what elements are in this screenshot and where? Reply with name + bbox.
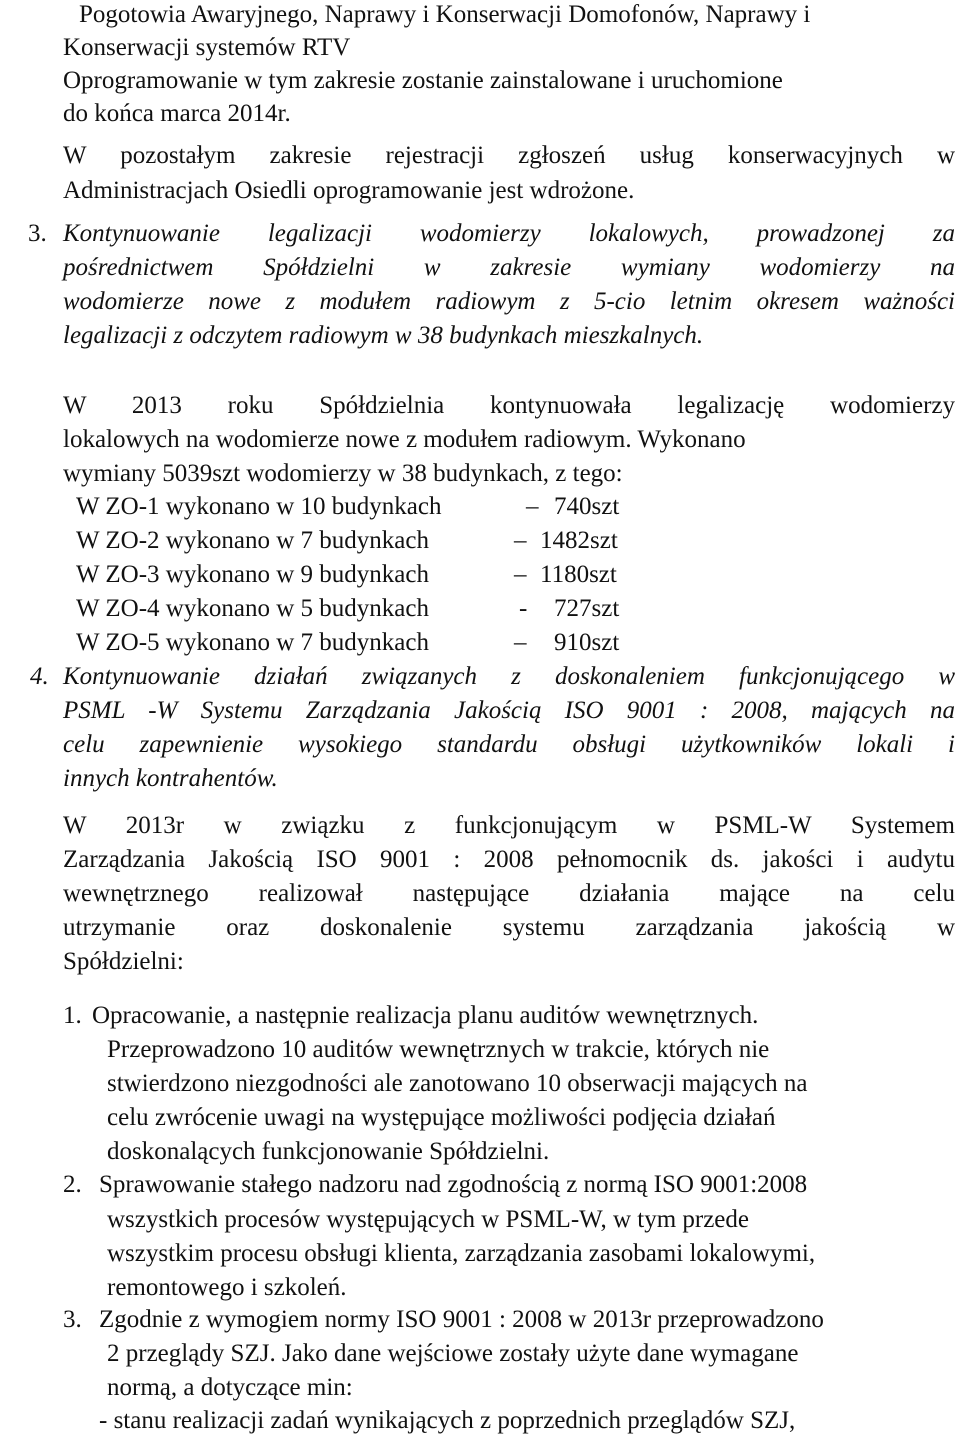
section-3-heading-line-2: pośrednictwem Spółdzielni w zakresie wymiany wodomierzy na bbox=[63, 254, 955, 281]
list-item-number: 2. bbox=[63, 1171, 82, 1198]
intro-line-5: W pozostałym zakresie rejestracji zgłoszeń usług konserwacyjnych w bbox=[63, 142, 955, 169]
zo-row-label: W ZO-1 wykonano w 10 budynkach bbox=[76, 493, 442, 520]
section-4-heading-line-4: innych kontrahentów. bbox=[63, 765, 278, 792]
list-item-line: 2 przeglądy SZJ. Jako dane wejściowe zostały użyte dane wymagane bbox=[107, 1340, 799, 1367]
section-3-body-line-2: lokalowych na wodomierze nowe z modułem radiowym. Wykonano bbox=[63, 426, 746, 453]
intro-line-6: Administracjach Osiedli oprogramowanie jest wdrożone. bbox=[63, 177, 635, 204]
list-item-line: wszystkich procesów występujących w PSML-W, w tym przede bbox=[107, 1206, 750, 1233]
intro-line-4: do końca marca 2014r. bbox=[63, 100, 291, 127]
list-item-line: remontowego i szkoleń. bbox=[107, 1274, 347, 1301]
section-3-body-line-3: wymiany 5039szt wodomierzy w 38 budynkach, z tego: bbox=[63, 460, 623, 487]
list-item-line: normą, a dotyczące min: bbox=[107, 1374, 353, 1401]
section-3-heading-line-4: legalizacji z odczytem radiowym w 38 budynkach mieszkalnych. bbox=[63, 322, 704, 349]
list-item-line: stwierdzono niezgodności ale zanotowano 10 obserwacji mających na bbox=[107, 1070, 808, 1097]
zo-row-qty: 740szt bbox=[554, 493, 620, 520]
zo-row-qty: 1482szt bbox=[540, 527, 618, 554]
section-4-heading-line-3: celu zapewnienie wysokiego standardu obsługi użytkowników lokali i bbox=[63, 731, 955, 758]
section-3-heading-line-1: Kontynuowanie legalizacji wodomierzy lokalowych, prowadzonej za bbox=[63, 220, 955, 247]
section-4-body-line-1: W 2013r w związku z funkcjonującym w PSML-W Systemem bbox=[63, 812, 955, 839]
list-item-line: wszystkim procesu obsługi klienta, zarządzania zasobami lokalowymi, bbox=[107, 1240, 816, 1267]
list-item-number: 1. bbox=[63, 1002, 82, 1029]
section-4-heading-line-2: PSML -W Systemu Zarządzania Jakością ISO 9001 : 2008, mających na bbox=[63, 697, 955, 724]
zo-row-qty: 727szt bbox=[554, 595, 620, 622]
zo-row-qty: 910szt bbox=[554, 629, 620, 656]
section-3-heading-line-3: wodomierze nowe z modułem radiowym z 5-cio letnim okresem ważności bbox=[63, 288, 955, 315]
zo-row-dash: – bbox=[514, 561, 527, 588]
zo-row-dash: – bbox=[526, 493, 539, 520]
list-item-line: Zgodnie z wymogiem normy ISO 9001 : 2008 w 2013r przeprowadzono bbox=[99, 1306, 824, 1333]
zo-row-label: W ZO-2 wykonano w 7 budynkach bbox=[76, 527, 429, 554]
list-item-number: 3. bbox=[63, 1306, 82, 1333]
list-item-line: doskonalących funkcjonowanie Spółdzielni. bbox=[107, 1138, 550, 1165]
zo-row-dash: – bbox=[514, 527, 527, 554]
section-4-body-line-3: wewnętrznego realizował następujące działania mające na celu bbox=[63, 880, 955, 907]
list-item-line: - stanu realizacji zadań wynikających z poprzednich przeglądów SZJ, bbox=[99, 1407, 796, 1434]
section-4-body-line-4: utrzymanie oraz doskonalenie systemu zarządzania jakością w bbox=[63, 914, 955, 941]
list-item-line: Przeprowadzono 10 auditów wewnętrznych w trakcie, których nie bbox=[107, 1036, 770, 1063]
section-4-body-line-5: Spółdzielni: bbox=[63, 948, 184, 975]
list-item-line: celu zwrócenie uwagi na występujące możliwości podjęcia działań bbox=[107, 1104, 776, 1131]
zo-row-label: W ZO-3 wykonano w 9 budynkach bbox=[76, 561, 429, 588]
zo-row-label: W ZO-4 wykonano w 5 budynkach bbox=[76, 595, 429, 622]
zo-row-dash: - bbox=[519, 595, 528, 622]
zo-row-dash: – bbox=[514, 629, 527, 656]
intro-line-1: Pogotowia Awaryjnego, Naprawy i Konserwacji Domofonów, Naprawy i bbox=[79, 1, 811, 28]
zo-row-qty: 1180szt bbox=[540, 561, 617, 588]
section-4-number: 4. bbox=[30, 663, 49, 690]
section-4-body-line-2: Zarządzania Jakością ISO 9001 : 2008 pełnomocnik ds. jakości i audytu bbox=[63, 846, 955, 873]
list-item-line: Sprawowanie stałego nadzoru nad zgodnością z normą ISO 9001:2008 bbox=[99, 1171, 808, 1198]
zo-row-label: W ZO-5 wykonano w 7 budynkach bbox=[76, 629, 429, 656]
intro-line-3: Oprogramowanie w tym zakresie zostanie zainstalowane i uruchomione bbox=[63, 67, 783, 94]
section-3-number: 3. bbox=[28, 220, 47, 247]
section-4-heading-line-1: Kontynuowanie działań związanych z doskonaleniem funkcjonującego w bbox=[63, 663, 955, 690]
list-item-line: Opracowanie, a następnie realizacja planu auditów wewnętrznych. bbox=[92, 1002, 759, 1029]
section-3-body-line-1: W 2013 roku Spółdzielnia kontynuowała legalizację wodomierzy bbox=[63, 392, 955, 419]
intro-line-2: Konserwacji systemów RTV bbox=[63, 34, 351, 61]
